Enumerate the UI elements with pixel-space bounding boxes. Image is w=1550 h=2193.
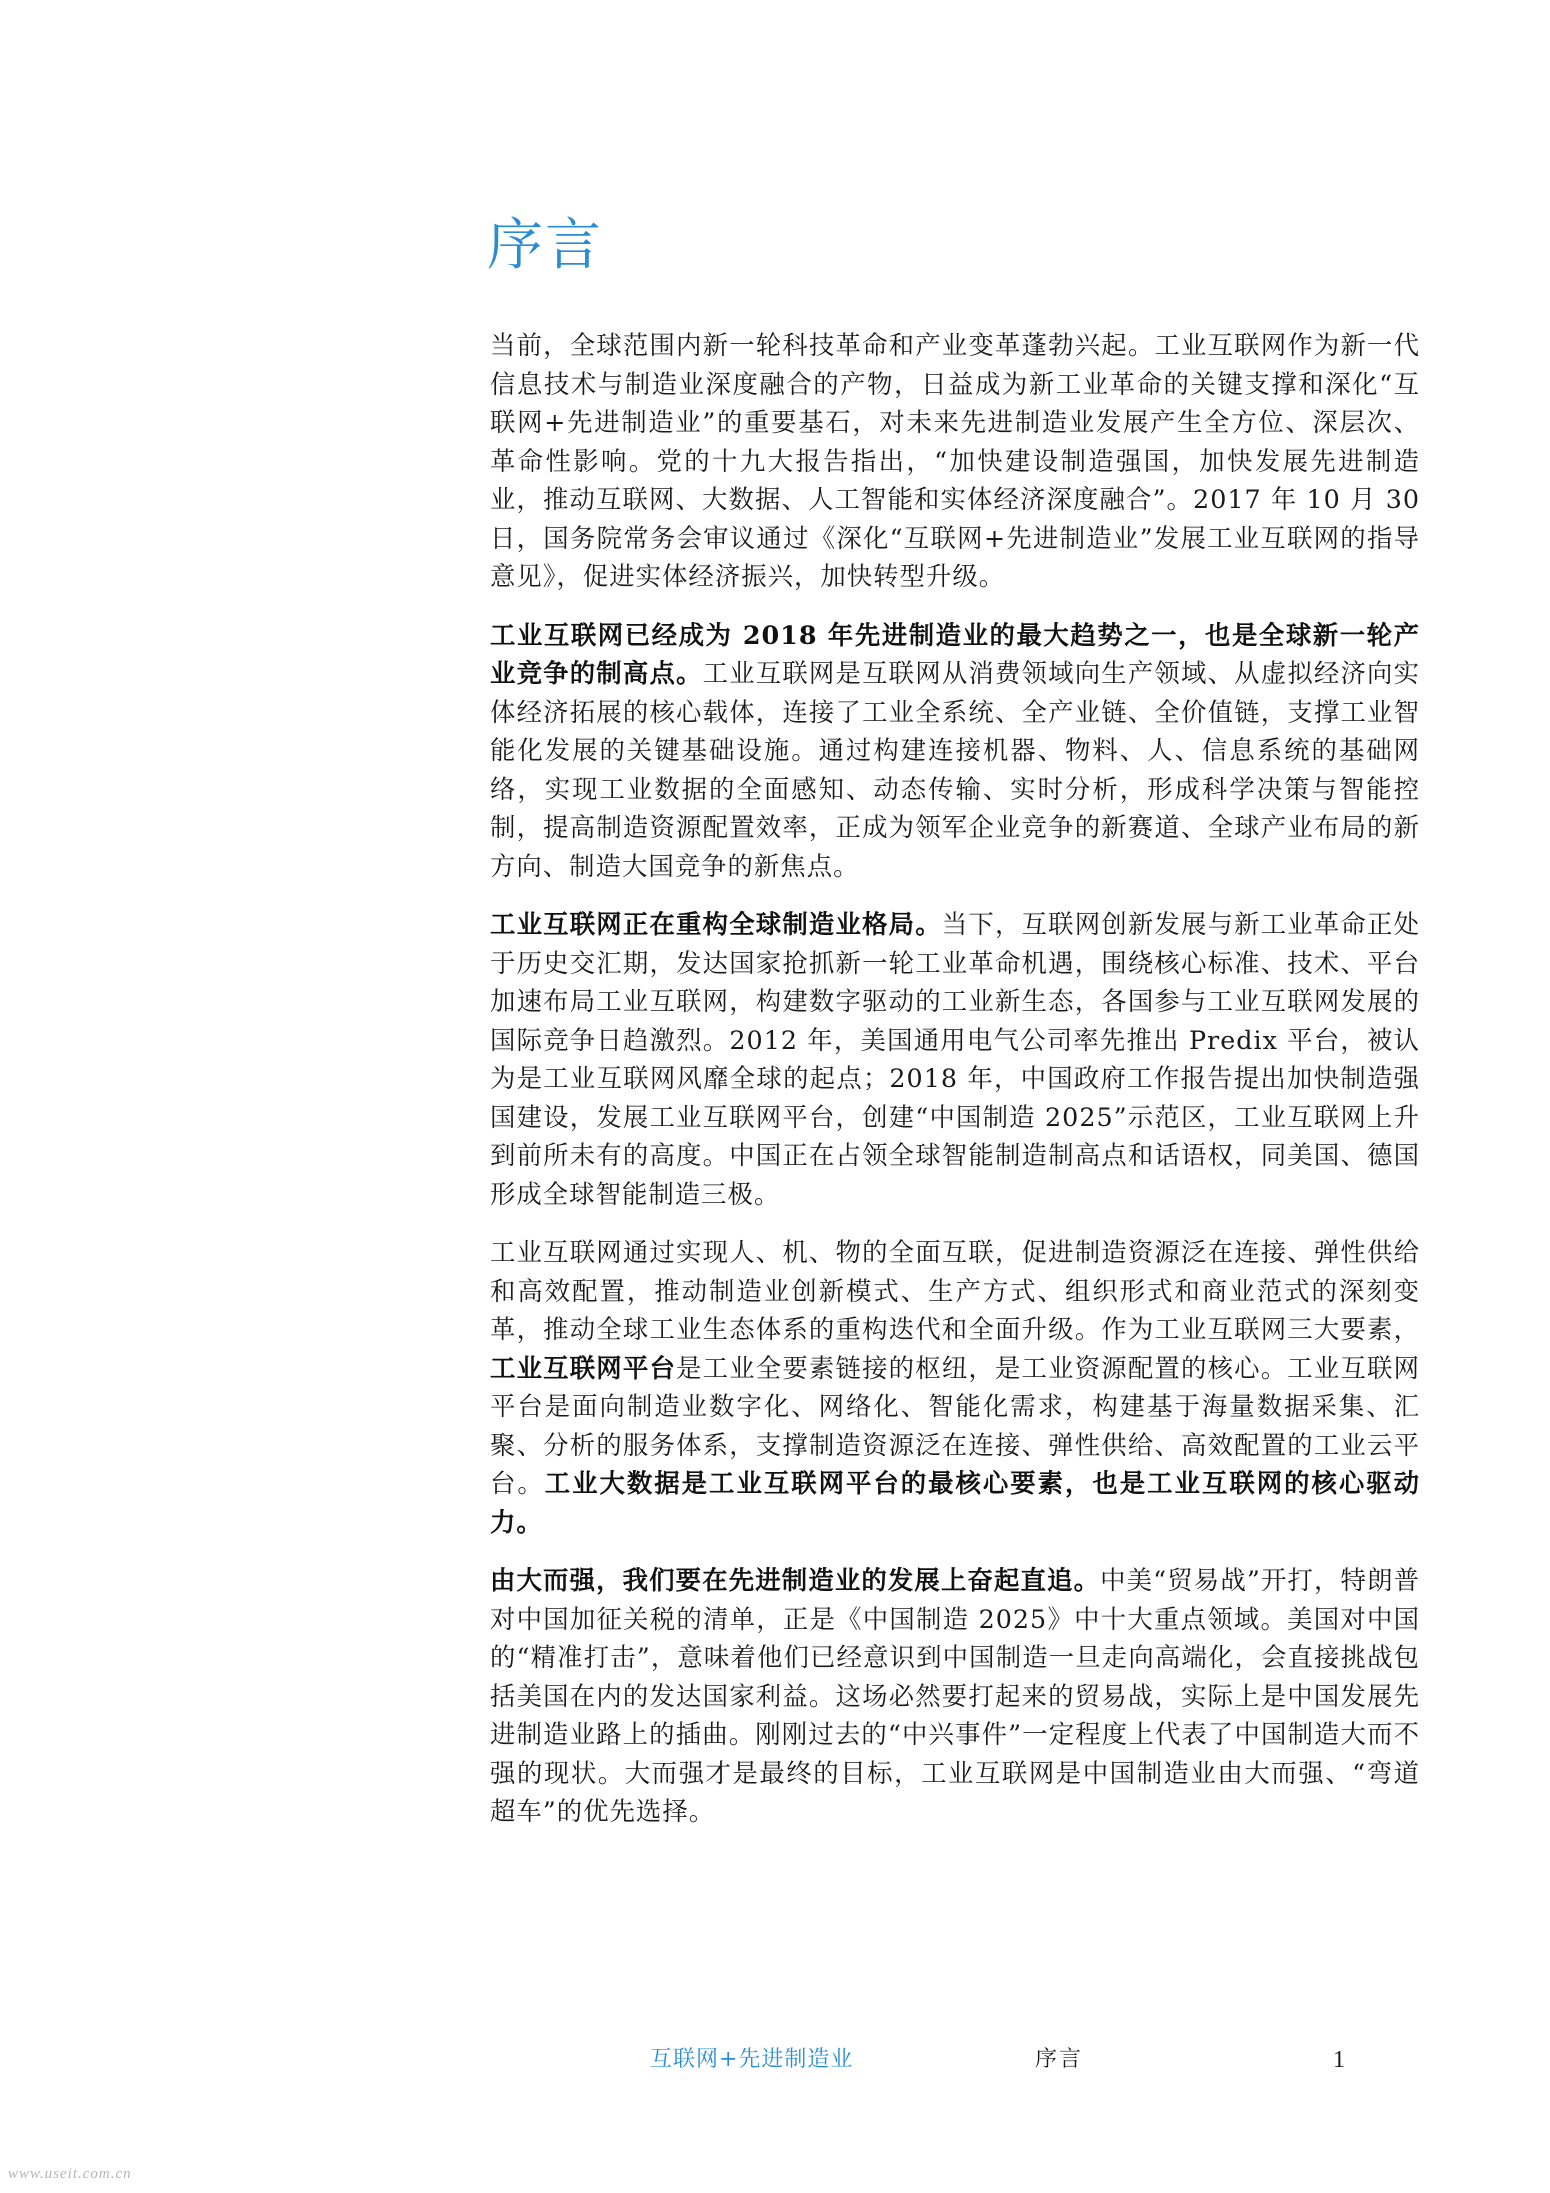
text-run: 工业互联网通过实现人、机、物的全面互联，促进制造资源泛在连接、弹性供给和高效配置，推动制造业创新模式、生产方式、组织形式和商业范式的深刻变革，推动全球工业生态体系的重构迭代和全面升级。作为工业互联网三大要素， [490,1237,1420,1344]
page-number: 1 [1333,2047,1345,2073]
text-run: 中美“贸易战”开打，特朗普对中国加征关税的清单，正是《中国制造 2025》中十大重点领域。美国对中国的“精准打击”，意味着他们已经意识到中国制造一旦走向高端化，会直接挑战包括美国在内的发达国家利益。这场必然要打起来的贸易战，实际上是中国发展先进制造业路上的插曲。刚刚过去的“中兴事件”一定程度上代表了中国制造大而不强的现状。大而强才是最终的目标，工业互联网是中国制造业由大而强、“弯道超车”的优先选择。 [490,1565,1420,1826]
bold-text-run: 由大而强，我们要在先进制造业的发展上奋起直追。 [490,1565,1101,1595]
bold-text-run: 工业大数据是工业互联网平台的最核心要素，也是工业互联网的核心驱动力。 [490,1468,1421,1537]
paragraph-1 [490,326,1420,596]
text-run: 当前，全球范围内新一轮科技革命和产业变革蓬勃兴起。工业互联网作为新一代信息技术与制造业深度融合的产物，日益成为新工业革命的关键支撑和深化“互联网+先进制造业”的重要基石，对未来先进制造业发展产生全方位、深层次、革命性影响。党的十九大报告指出，“加快建设制造强国，加快发展先进制造业，推动互联网、大数据、人工智能和实体经济深度融合”。2017 年 10 月 30 日，国务院常务会审议通过《深化“互联网+先进制造业”发展工业互联网的指导意见》，促进实体经济振兴，加快转型升级。 [490,330,1420,591]
paragraph-3 [490,905,1420,1213]
page-title: 序言 [487,213,603,278]
paragraph-2 [490,616,1420,886]
text-run: 工业互联网是互联网从消费领域向生产领域、从虚拟经济向实体经济拓展的核心载体，连接了工业全系统、全产业链、全价值链，支撑工业智能化发展的关键基础设施。通过构建连接机器、物料、人、信息系统的基础网络，实现工业数据的全面感知、动态传输、实时分析，形成科学决策与智能控制，提高制造资源配置效率，正成为领军企业竞争的新赛道、全球产业布局的新方向、制造大国竞争的新焦点。 [490,658,1421,881]
bold-text-run: 工业互联网平台 [490,1352,677,1383]
page-footer [0,2040,1550,2080]
footer-section-title: 序言 [1035,2047,1084,2072]
watermark-url: www.useit.com.cn [8,2166,132,2182]
body-text [490,326,1420,1851]
text-run: 是工业全要素链接的枢纽，是工业资源配置的核心。工业互联网平台是面向制造业数字化、网络化、智能化需求，构建基于海量数据采集、汇聚、分析的服务体系，支撑制造资源泛在连接、弹性供给、高效配置的工业云平台。 [490,1352,1421,1498]
paragraph-5 [490,1561,1420,1831]
footer-doc-title: 互联网+先进制造业 [650,2047,854,2072]
text-run: 当下，互联网创新发展与新工业革命正处于历史交汇期，发达国家抢抓新一轮工业革命机遇，围绕核心标准、技术、平台加速布局工业互联网，构建数字驱动的工业新生态，各国参与工业互联网发展的国际竞争日趋激烈。2012 年，美国通用电气公司率先推出 Predix 平台，被认为是工业互联网风靡全球的起点；2018 年，中国政府工作报告提出加快制造强国建设，发展工业互联网平台，创建“中国制造 2025”示范区，工业互联网上升到前所未有的高度。中国正在占领全球智能制造制高点和话语权，同美国、德国形成全球智能制造三极。 [490,909,1421,1209]
bold-text-run: 工业互联网已经成为 2018 年先进制造业的最大趋势之一，也是全球新一轮产业竞争的制高点。 [490,619,1420,688]
bold-text-run: 工业互联网正在重构全球制造业格局。 [490,909,942,939]
paragraph-4 [490,1233,1420,1541]
